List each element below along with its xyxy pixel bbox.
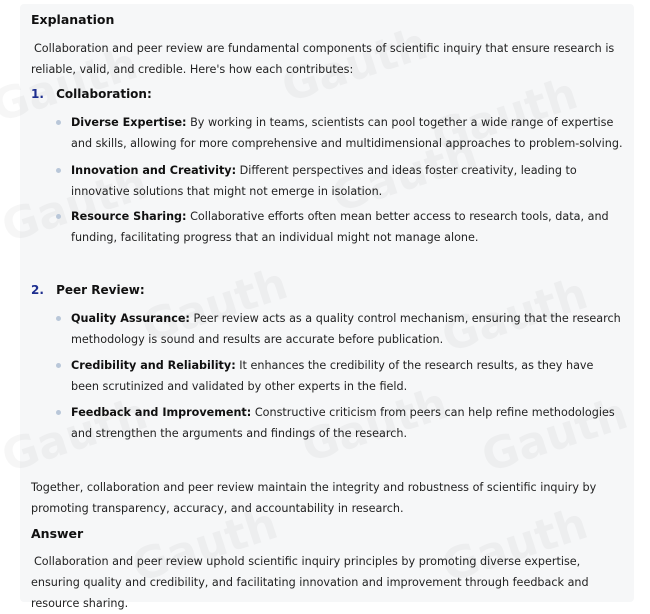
bullet-icon xyxy=(56,120,61,125)
section-heading xyxy=(31,87,152,101)
bullet-icon xyxy=(56,168,61,173)
section-title: Collaboration: xyxy=(56,87,152,101)
item-text: Peer review acts as a quality control mechanism, ensuring that the research methodology is sound and results are accurate before publication. xyxy=(71,312,621,346)
bullet-icon xyxy=(56,363,61,368)
section-number: 2. xyxy=(31,283,44,297)
item-term: Credibility and Reliability: xyxy=(71,359,236,372)
answer-heading: Answer xyxy=(31,526,84,541)
list-item xyxy=(57,355,623,397)
item-term: Diverse Expertise: xyxy=(71,116,187,129)
item-text: Constructive criticism from peers can help refine methodologies and strengthen the arguments and findings of the research. xyxy=(71,406,615,440)
bullet-icon xyxy=(56,214,61,219)
bullet-icon xyxy=(56,410,61,415)
explanation-heading: Explanation xyxy=(31,12,115,27)
list-item xyxy=(57,206,623,248)
item-text: It enhances the credibility of the research results, as they have been scrutinized and validated by other experts in the field. xyxy=(71,359,594,393)
item-term: Feedback and Improvement: xyxy=(71,406,252,419)
section-heading xyxy=(31,283,145,297)
intro-paragraph: Collaboration and peer review are fundamental components of scientific inquiry that ensure research is reliable, valid, and credible. Here's how each contributes: xyxy=(31,42,615,76)
list-item xyxy=(57,308,623,350)
item-text: Different perspectives and ideas foster creativity, leading to innovative solutions that might not emerge in isolation. xyxy=(71,164,577,198)
list-item xyxy=(57,402,623,444)
item-text: By working in teams, scientists can pool together a wide range of expertise and skills, allowing for more comprehensive and multidimensional approaches to problem-solving. xyxy=(71,116,623,150)
list-item xyxy=(57,112,623,154)
bullet-icon xyxy=(56,316,61,321)
item-term: Resource Sharing: xyxy=(71,210,187,223)
list-item xyxy=(57,160,623,202)
conclusion-paragraph: Together, collaboration and peer review maintain the integrity and robustness of scientific inquiry by promoting transparency, accuracy, and accountability in research. xyxy=(31,481,597,515)
section-number: 1. xyxy=(31,87,44,101)
section-title: Peer Review: xyxy=(56,283,145,297)
item-term: Innovation and Creativity: xyxy=(71,164,237,177)
item-term: Quality Assurance: xyxy=(71,312,190,325)
item-text: Collaborative efforts often mean better access to research tools, data, and funding, facilitating progress that an individual might not manage alone. xyxy=(71,210,609,244)
answer-paragraph: Collaboration and peer review uphold scientific inquiry principles by promoting diverse expertise, ensuring quality and credibility, and facilitating innovation and improvement through feedback and resource sharing. xyxy=(31,555,589,610)
